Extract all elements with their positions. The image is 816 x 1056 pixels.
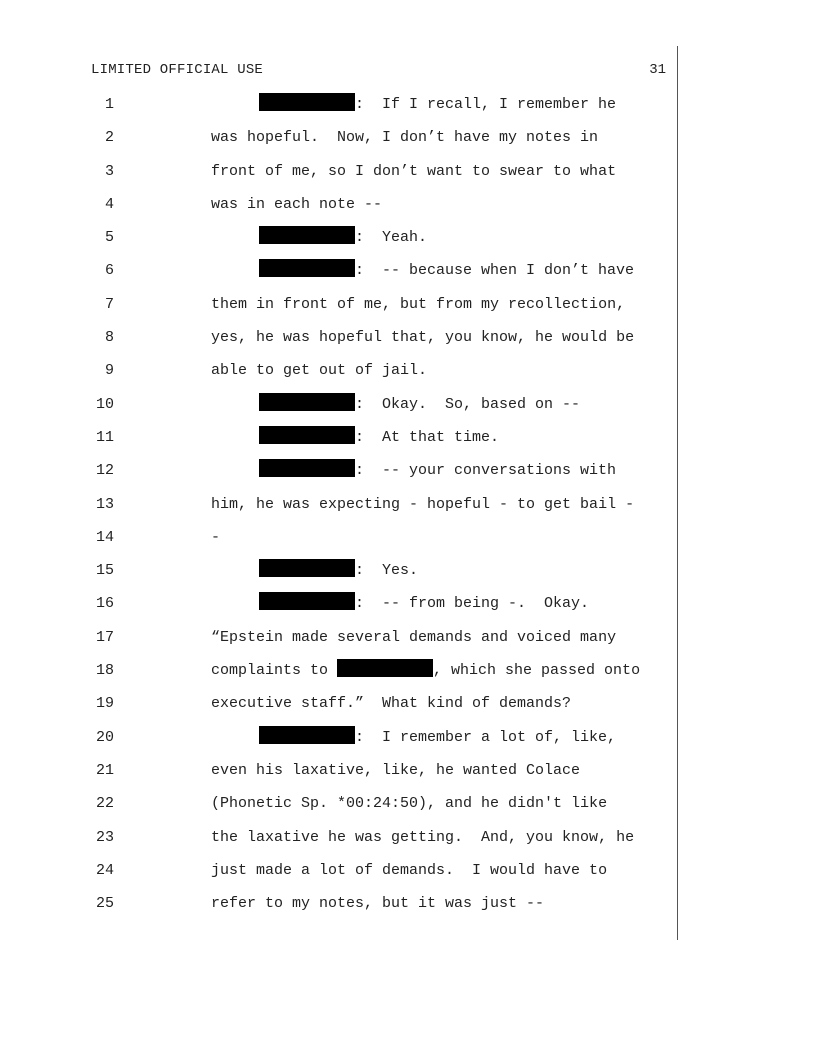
right-margin-rule	[677, 46, 678, 940]
line-number: 25	[95, 895, 114, 913]
line-number: 3	[104, 162, 114, 180]
line-text-content: : I remember a lot of, like,	[355, 728, 617, 746]
transcript-line	[0, 88, 677, 121]
transcript-line	[0, 554, 677, 587]
redaction-box	[259, 726, 355, 744]
line-text: executive staff.” What kind of demands?	[211, 695, 572, 713]
line-number: 20	[95, 728, 114, 746]
line-text	[259, 221, 427, 254]
line-number: 22	[95, 795, 114, 813]
redaction-box	[259, 93, 355, 111]
line-text: him, he was expecting - hopeful - to get bail -	[211, 495, 635, 513]
line-number: 4	[104, 195, 114, 213]
line-text	[259, 88, 616, 121]
transcript-line	[0, 454, 677, 487]
transcript-line	[0, 787, 677, 820]
line-number: 21	[95, 761, 114, 779]
line-text	[259, 254, 634, 287]
line-text	[259, 388, 580, 421]
transcript-line	[0, 221, 677, 254]
line-text-content: : Yes.	[355, 562, 419, 580]
line-number: 1	[104, 96, 114, 113]
line-number: 13	[95, 495, 114, 513]
line-text	[259, 721, 616, 754]
transcript-line	[0, 621, 677, 654]
line-number: 18	[95, 662, 114, 680]
transcript-line	[0, 155, 677, 188]
redaction-box	[337, 659, 433, 677]
transcript-line	[0, 321, 677, 354]
line-text: just made a lot of demands. I would have to	[211, 861, 608, 879]
line-number: 19	[95, 695, 114, 713]
line-text-content: : -- because when I don’t have	[355, 262, 635, 280]
transcript-line	[0, 254, 677, 287]
line-text	[259, 554, 418, 587]
line-number: 17	[95, 628, 114, 646]
transcript-line	[0, 488, 677, 521]
line-text: was hopeful. Now, I don’t have my notes in	[211, 129, 599, 147]
line-text-content: , which she passed onto	[433, 662, 641, 680]
transcript-body	[0, 88, 677, 920]
transcript-line	[0, 754, 677, 787]
transcript-line	[0, 354, 677, 387]
line-text: them in front of me, but from my recollection,	[211, 295, 626, 313]
line-text-content: : At that time.	[355, 428, 500, 446]
line-text	[211, 654, 640, 687]
line-number: 11	[95, 428, 114, 446]
line-number: 9	[104, 362, 114, 380]
redaction-box	[259, 559, 355, 577]
line-text: the laxative he was getting. And, you know, he	[211, 828, 635, 846]
line-text	[259, 587, 589, 620]
transcript-line	[0, 821, 677, 854]
line-text: refer to my notes, but it was just --	[211, 895, 545, 913]
line-text-content: : -- your conversations with	[355, 462, 617, 480]
redaction-box	[259, 226, 355, 244]
transcript-line	[0, 687, 677, 720]
line-text	[259, 421, 499, 454]
line-text-content: : Yeah.	[355, 229, 428, 247]
redaction-box	[259, 592, 355, 610]
redaction-box	[259, 393, 355, 411]
page-number: 31	[649, 62, 666, 78]
line-number: 2	[104, 129, 114, 147]
transcript-line	[0, 188, 677, 221]
line-number: 6	[104, 262, 114, 280]
redaction-box	[259, 426, 355, 444]
line-text: was in each note --	[211, 195, 383, 213]
line-number: 14	[95, 528, 114, 546]
line-text: “Epstein made several demands and voiced many	[211, 628, 617, 646]
line-number: 10	[95, 395, 114, 413]
transcript-line	[0, 388, 677, 421]
line-text-content: : If I recall, I remember he	[355, 96, 617, 113]
transcript-line	[0, 587, 677, 620]
line-number: 23	[95, 828, 114, 846]
line-text: front of me, so I don’t want to swear to what	[211, 162, 617, 180]
line-text: able to get out of jail.	[211, 362, 428, 380]
line-text-content: : Okay. So, based on --	[355, 395, 581, 413]
transcript-line	[0, 288, 677, 321]
line-text: yes, he was hopeful that, you know, he would be	[211, 329, 635, 347]
line-number: 24	[95, 861, 114, 879]
transcript-line	[0, 521, 677, 554]
redaction-box	[259, 459, 355, 477]
classification-header: LIMITED OFFICIAL USE	[91, 62, 264, 78]
line-text: (Phonetic Sp. *00:24:50), and he didn't like	[211, 795, 608, 813]
transcript-line	[0, 887, 677, 920]
line-text: -	[211, 528, 221, 546]
transcript-line	[0, 854, 677, 887]
line-number: 8	[104, 329, 114, 347]
line-number: 15	[95, 562, 114, 580]
transcript-line	[0, 121, 677, 154]
line-number: 7	[104, 295, 114, 313]
redaction-box	[259, 259, 355, 277]
transcript-line	[0, 421, 677, 454]
line-text	[259, 454, 616, 487]
line-number: 5	[104, 229, 114, 247]
line-text-content: : -- from being -. Okay.	[355, 595, 590, 613]
line-number: 12	[95, 462, 114, 480]
line-text-content: complaints to	[211, 662, 338, 680]
line-text: even his laxative, like, he wanted Colace	[211, 761, 581, 779]
transcript-line	[0, 654, 677, 687]
transcript-line	[0, 721, 677, 754]
line-number: 16	[95, 595, 114, 613]
